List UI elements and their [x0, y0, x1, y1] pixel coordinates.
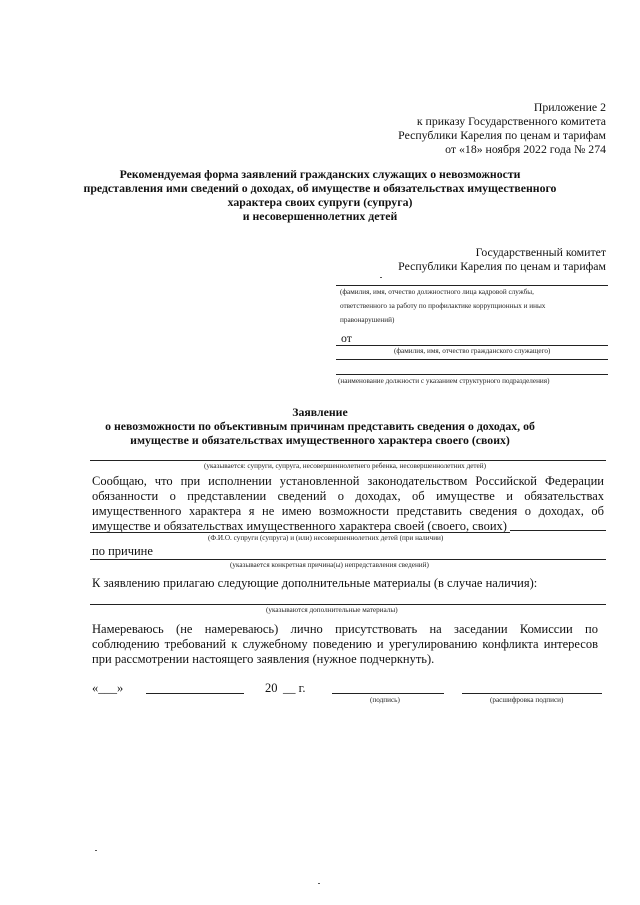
scan-speck [318, 883, 320, 884]
date-month-line [146, 693, 244, 694]
appendix-authority: Республики Карелия по ценам и тарифам [398, 128, 606, 142]
date-year-prefix: 20 [265, 681, 278, 695]
para-tail-line [510, 530, 606, 531]
subtitle-line: имуществе и обязательствах имущественного характера своего (своих) [130, 433, 510, 447]
scan-speck [95, 850, 97, 851]
paragraph-line: соблюдению требований к служебному поведению и урегулированию конфликта интересов [92, 637, 598, 651]
form-title [70, 167, 570, 223]
signature-line [332, 693, 444, 694]
appendix-date: от «18» ноября 2022 года № 274 [445, 142, 606, 156]
paragraph-line: Сообщаю, что при исполнении установленной законодательством Российской Федерации [92, 474, 604, 488]
employee-caption: (фамилия, имя, отчество гражданского служащего) [394, 347, 551, 355]
appendix-order-ref: к приказу Государственного комитета [416, 114, 606, 128]
addressee-block [286, 245, 606, 273]
attach-caption: (указываются дополнительные материалы) [266, 606, 398, 614]
reason-label: по причине [92, 544, 153, 558]
form-title-line: характера своих супруги (супруга) [227, 195, 413, 209]
addressee-line: Республики Карелия по ценам и тарифам [398, 259, 606, 273]
caption-line: ответственного за работу по профилактике коррупционных и иных [340, 302, 546, 310]
from-line [336, 345, 608, 346]
addressee-line: Государственный комитет [475, 245, 606, 259]
addressee-official-caption [340, 288, 610, 325]
from-label: от [341, 331, 352, 345]
intention-paragraph [92, 622, 598, 667]
statement-paragraph [92, 474, 604, 534]
persons-caption: (указывается: супруги, супруга, несовершеннолетнего ребенка, несовершеннолетних детей) [204, 462, 486, 470]
paragraph-line: имущественного характера я не имею возможности представить сведения о доходах, об [92, 504, 604, 518]
position-caption: (наименование должности с указанием структурного подразделения) [338, 377, 550, 385]
subtitle-line: о невозможности по объективным причинам представить сведения о доходах, об [105, 419, 535, 433]
signature-decode-line [462, 693, 602, 694]
form-title-line: Рекомендуемая форма заявлений гражданских служащих о невозможности [119, 167, 521, 181]
form-title-line: и несовершеннолетних детей [242, 209, 398, 223]
date-day: «___» [92, 681, 124, 695]
paragraph-line: при рассмотрении настоящего заявления (нужное подчеркнуть). [92, 652, 435, 666]
paragraph-line: Намереваюсь (не намереваюсь) лично присутствовать на заседании Комиссии по [92, 622, 598, 636]
reason-caption: (указывается конкретная причина(ы) непредставления сведений) [230, 561, 429, 569]
position-line [336, 374, 608, 375]
signature-decode-caption: (расшифровка подписи) [490, 696, 564, 704]
form-title-line: представления ими сведений о доходах, об имуществе и обязательствах имущественного [83, 181, 557, 195]
signature-caption: (подпись) [370, 696, 400, 704]
employee-extra-line [336, 359, 608, 360]
appendix-number: Приложение 2 [533, 100, 606, 114]
addressee-official-line [336, 285, 608, 286]
persons-line [90, 460, 606, 461]
caption-line: (фамилия, имя, отчество должностного лица кадровой службы, [340, 288, 534, 296]
fio-caption: (Ф.И.О. супруги (супруга) и (или) несовершеннолетних детей (при наличии) [208, 534, 444, 542]
caption-line: правонарушений) [340, 316, 395, 324]
scan-speck [380, 277, 382, 278]
fio-line [90, 532, 510, 533]
reason-line [90, 559, 606, 560]
appendix-block [276, 100, 606, 156]
paragraph-line: обязанности о представлении сведений о доходах, об имуществе и обязательствах [92, 489, 604, 503]
date-year-suffix: __ г. [283, 681, 306, 695]
paragraph-line: имуществе и обязательствах имущественного характера своей (своего, своих) [92, 519, 507, 533]
statement-subtitle [60, 419, 580, 447]
statement-heading: Заявление [292, 405, 348, 419]
attach-text: К заявлению прилагаю следующие дополнительные материалы (в случае наличия): [92, 576, 538, 590]
attach-line [90, 604, 606, 605]
